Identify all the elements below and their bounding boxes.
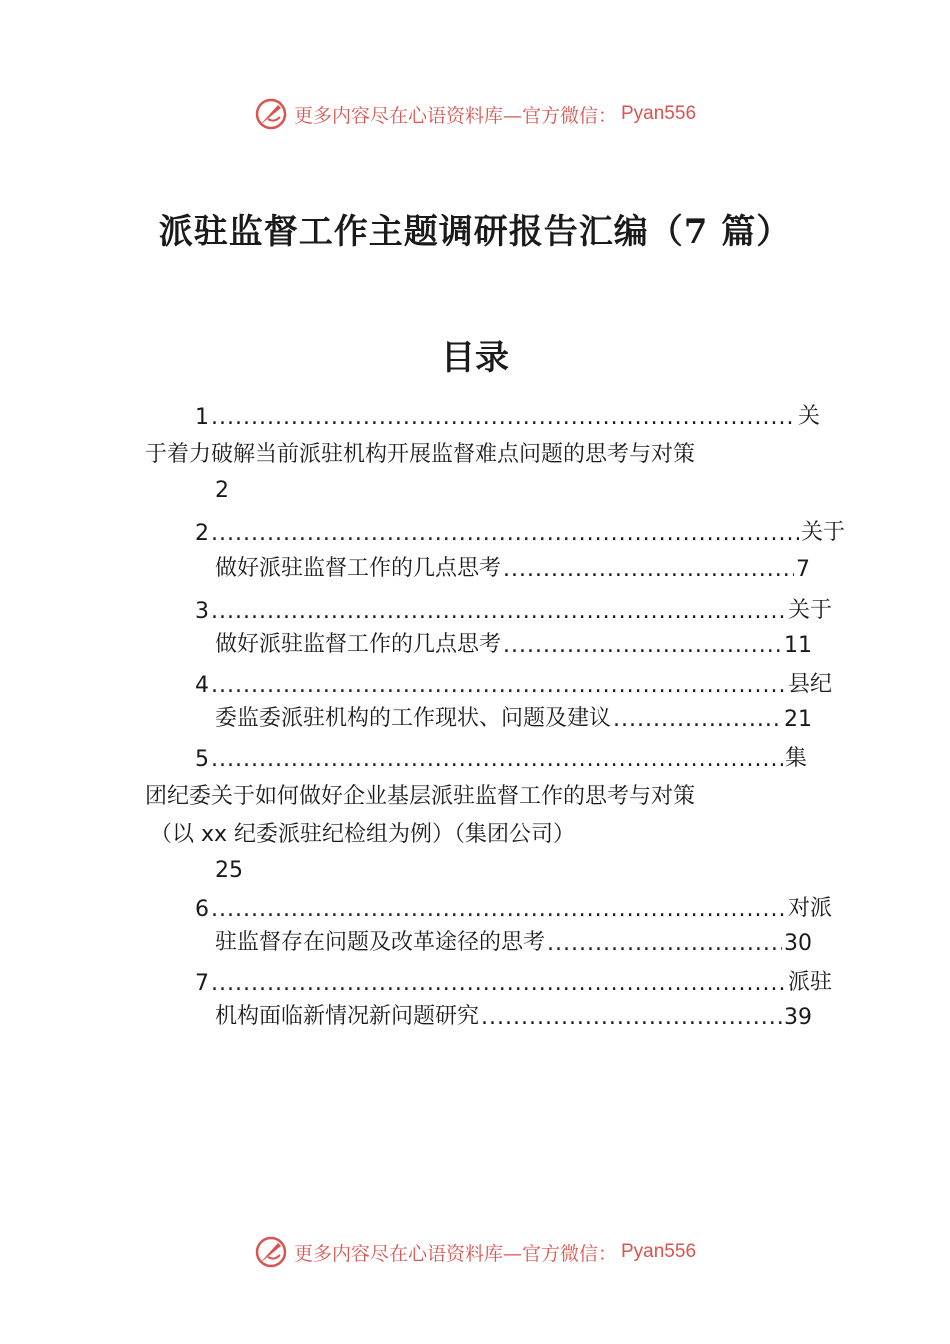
toc-entry-1-page: 2 [215, 478, 229, 503]
toc-entry-page: 11 [784, 633, 812, 658]
banner-text: 更多内容尽在心语资料库—官方微信： [293, 1242, 617, 1265]
dot-leader [547, 931, 782, 956]
quill-logo-icon [254, 1235, 288, 1269]
toc-entry-title-head: 县纪 [787, 672, 832, 697]
banner-wechat-id: Pyan556 [621, 103, 697, 124]
dot-leader [211, 971, 786, 996]
toc-entry-page: 30 [784, 931, 812, 956]
dot-leader [481, 1005, 782, 1030]
toc-entry-page: 21 [784, 707, 812, 732]
toc-entry-3-line[interactable] [195, 594, 832, 624]
toc-entry-title-head: 关于 [800, 520, 845, 545]
toc-entry-title: 做好派驻监督工作的几点思考 [215, 556, 502, 581]
toc-entry-1-line[interactable] [195, 400, 820, 430]
toc-entry-number: 4 [195, 673, 209, 698]
quill-logo-icon [254, 97, 288, 131]
toc-entry-4-line[interactable] [195, 668, 832, 698]
toc-entry-3-title-line [215, 628, 812, 658]
toc-entry-number: 2 [195, 521, 209, 546]
toc-entry-number: 5 [195, 747, 209, 772]
dot-leader [503, 557, 794, 582]
toc-entry-2-line[interactable] [195, 516, 845, 546]
toc-entry-5-line[interactable] [195, 742, 807, 772]
toc-entry-5-title-cont: （以 xx 纪委派驻纪检组为例）（集团公司） [150, 822, 576, 847]
dot-leader [211, 405, 796, 430]
dot-leader [211, 897, 786, 922]
banner-wechat-id: Pyan556 [621, 1241, 697, 1262]
banner-text: 更多内容尽在心语资料库—官方微信： [293, 104, 617, 127]
toc-entry-1-title: 于着力破解当前派驻机构开展监督难点问题的思考与对策 [145, 442, 696, 467]
toc-entry-title: 委监委派驻机构的工作现状、问题及建议 [215, 706, 612, 731]
toc-entry-title-head: 关 [797, 404, 820, 429]
toc-entry-7-line[interactable] [195, 966, 832, 996]
document-title: 派驻监督工作主题调研报告汇编（7 篇） [158, 212, 792, 252]
dot-leader [211, 673, 786, 698]
dot-leader [211, 599, 786, 624]
toc-entry-5-page: 25 [215, 858, 243, 883]
toc-entry-title-head: 派驻 [787, 970, 832, 995]
footer-banner [0, 1232, 950, 1272]
dot-leader [503, 633, 782, 658]
toc-entry-6-line[interactable] [195, 892, 832, 922]
toc-entry-2-title-line [215, 552, 810, 582]
toc-entry-title: 做好派驻监督工作的几点思考 [215, 632, 502, 657]
dot-leader [211, 521, 799, 546]
toc-entry-5-title: 团纪委关于如何做好企业基层派驻监督工作的思考与对策 [145, 784, 696, 809]
toc-entry-6-title-line [215, 926, 812, 956]
dot-leader [613, 707, 782, 732]
toc-entry-number: 6 [195, 897, 209, 922]
toc-entry-title-head: 集 [784, 746, 807, 771]
toc-entry-number: 1 [195, 405, 209, 430]
toc-entry-4-title-line [215, 702, 812, 732]
header-banner [0, 94, 950, 134]
toc-entry-7-title-line [215, 1000, 812, 1030]
toc-entry-title: 驻监督存在问题及改革途径的思考 [215, 930, 546, 955]
toc-entry-title: 机构面临新情况新问题研究 [215, 1004, 480, 1029]
toc-entry-page: 39 [784, 1005, 812, 1030]
dot-leader [211, 747, 783, 772]
toc-entry-number: 7 [195, 971, 209, 996]
toc-entry-number: 3 [195, 599, 209, 624]
toc-heading: 目录 [441, 338, 509, 378]
toc-entry-title-head: 关于 [787, 598, 832, 623]
toc-entry-page: 7 [796, 557, 810, 582]
toc-entry-title-head: 对派 [787, 896, 832, 921]
